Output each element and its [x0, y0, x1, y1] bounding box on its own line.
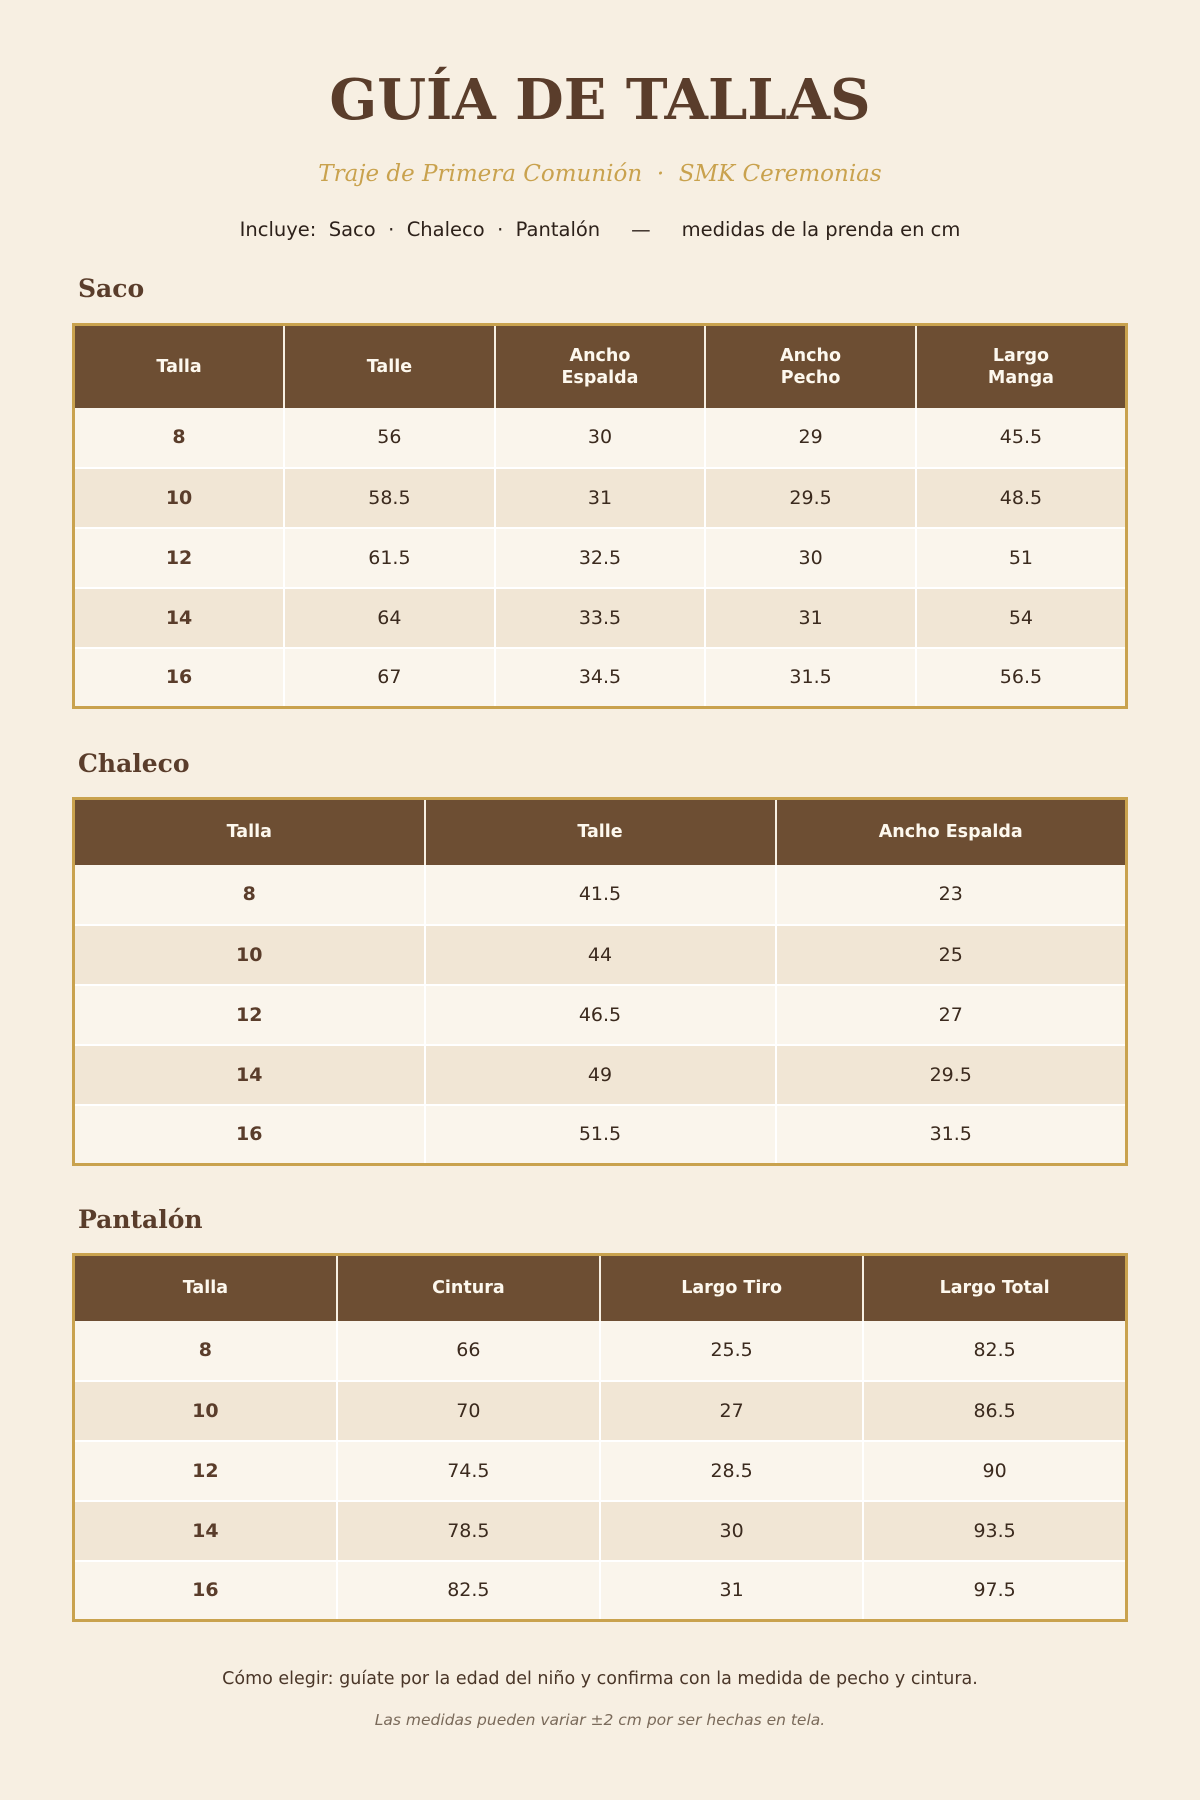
table-cell: 67	[284, 648, 495, 708]
footer-disclaimer: Las medidas pueden variar ±2 cm por ser hechas en tela.	[374, 1711, 826, 1729]
footer-note: Cómo elegir: guíate por la edad del niño y confirma con la medida de pecho y cintura.	[222, 1669, 978, 1689]
column-header-ancho-espalda: Ancho Espalda	[776, 799, 1127, 865]
pantalon-size-table	[72, 1253, 1128, 1622]
column-header-talle: Talle	[425, 799, 776, 865]
table-cell: 30	[705, 528, 916, 588]
size-cell: 16	[74, 1561, 337, 1621]
table-header-row	[74, 799, 1127, 865]
table-cell: 58.5	[284, 468, 495, 528]
table-header-row	[74, 325, 1127, 408]
size-cell: 10	[74, 468, 285, 528]
table-cell: 27	[600, 1381, 863, 1441]
table-cell: 70	[337, 1381, 600, 1441]
column-header-largo-manga: Largo Manga	[916, 325, 1127, 408]
size-cell: 8	[74, 408, 285, 468]
table-cell: 56	[284, 408, 495, 468]
table-cell: 28.5	[600, 1441, 863, 1501]
table-row	[74, 1045, 1127, 1105]
table-cell: 25	[776, 925, 1127, 985]
size-cell: 14	[74, 588, 285, 648]
column-header-largo-tiro: Largo Tiro	[600, 1255, 863, 1321]
table-row	[74, 468, 1127, 528]
table-cell: 23	[776, 865, 1127, 925]
table-row	[74, 408, 1127, 468]
table-row	[74, 648, 1127, 708]
table-cell: 29.5	[705, 468, 916, 528]
table-cell: 27	[776, 985, 1127, 1045]
size-cell: 16	[74, 648, 285, 708]
table-cell: 45.5	[916, 408, 1127, 468]
table-row	[74, 865, 1127, 925]
size-cell: 12	[74, 1441, 337, 1501]
column-header-talla: Talla	[74, 799, 425, 865]
table-cell: 74.5	[337, 1441, 600, 1501]
table-row	[74, 1441, 1127, 1501]
table-row	[74, 588, 1127, 648]
table-row	[74, 1321, 1127, 1381]
column-header-largo-total: Largo Total	[863, 1255, 1126, 1321]
size-cell: 10	[74, 925, 425, 985]
size-cell: 14	[74, 1501, 337, 1561]
table-cell: 33.5	[495, 588, 706, 648]
table-cell: 30	[495, 408, 706, 468]
table-cell: 30	[600, 1501, 863, 1561]
table-cell: 44	[425, 925, 776, 985]
table-cell: 54	[916, 588, 1127, 648]
size-cell: 10	[74, 1381, 337, 1441]
table-row	[74, 925, 1127, 985]
page-title: GUÍA DE TALLAS	[329, 67, 871, 133]
table-cell: 32.5	[495, 528, 706, 588]
table-cell: 31.5	[776, 1105, 1127, 1165]
table-row	[74, 1381, 1127, 1441]
includes-line: Incluye: Saco · Chaleco · Pantalón — medidas de la prenda en cm	[239, 218, 961, 241]
column-header-talla: Talla	[74, 1255, 337, 1321]
table-cell: 31	[705, 588, 916, 648]
table-header-row	[74, 1255, 1127, 1321]
column-header-talla: Talla	[74, 325, 285, 408]
table-cell: 29.5	[776, 1045, 1127, 1105]
section-title-saco: Saco	[78, 274, 145, 303]
table-cell: 48.5	[916, 468, 1127, 528]
table-cell: 61.5	[284, 528, 495, 588]
table-cell: 41.5	[425, 865, 776, 925]
table-row	[74, 985, 1127, 1045]
size-cell: 8	[74, 1321, 337, 1381]
table-cell: 29	[705, 408, 916, 468]
table-cell: 82.5	[337, 1561, 600, 1621]
table-row	[74, 1501, 1127, 1561]
table-cell: 34.5	[495, 648, 706, 708]
table-cell: 46.5	[425, 985, 776, 1045]
table-cell: 90	[863, 1441, 1126, 1501]
table-cell: 31	[495, 468, 706, 528]
column-header-talle: Talle	[284, 325, 495, 408]
section-title-pantalon: Pantalón	[78, 1205, 203, 1234]
table-cell: 56.5	[916, 648, 1127, 708]
table-cell: 31	[600, 1561, 863, 1621]
page-subtitle: Traje de Primera Comunión · SMK Ceremonias	[318, 161, 882, 187]
section-title-chaleco: Chaleco	[78, 749, 190, 778]
size-cell: 12	[74, 528, 285, 588]
column-header-cintura: Cintura	[337, 1255, 600, 1321]
table-cell: 49	[425, 1045, 776, 1105]
table-cell: 66	[337, 1321, 600, 1381]
table-cell: 78.5	[337, 1501, 600, 1561]
saco-size-table	[72, 323, 1128, 709]
table-cell: 82.5	[863, 1321, 1126, 1381]
table-row	[74, 528, 1127, 588]
table-cell: 93.5	[863, 1501, 1126, 1561]
chaleco-size-table	[72, 797, 1128, 1166]
table-row	[74, 1105, 1127, 1165]
table-cell: 51	[916, 528, 1127, 588]
table-cell: 51.5	[425, 1105, 776, 1165]
table-cell: 97.5	[863, 1561, 1126, 1621]
table-cell: 86.5	[863, 1381, 1126, 1441]
column-header-ancho-pecho: Ancho Pecho	[705, 325, 916, 408]
size-cell: 8	[74, 865, 425, 925]
size-cell: 12	[74, 985, 425, 1045]
table-cell: 31.5	[705, 648, 916, 708]
size-cell: 14	[74, 1045, 425, 1105]
table-cell: 25.5	[600, 1321, 863, 1381]
column-header-ancho-espalda: Ancho Espalda	[495, 325, 706, 408]
size-cell: 16	[74, 1105, 425, 1165]
table-cell: 64	[284, 588, 495, 648]
table-row	[74, 1561, 1127, 1621]
